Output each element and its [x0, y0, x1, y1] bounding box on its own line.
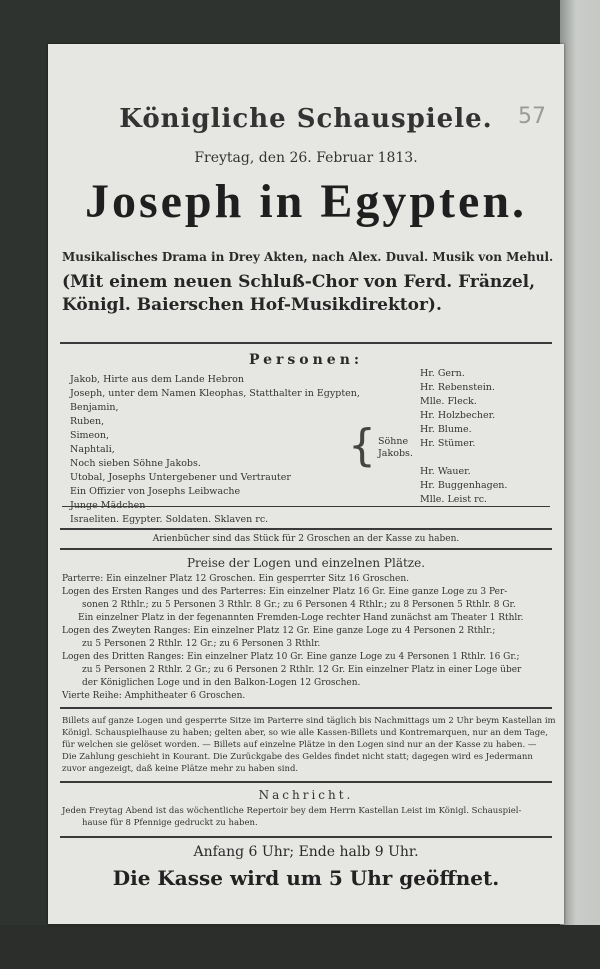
ticket-line: Billets auf ganze Logen und gesperrte Sitze im Parterre sind täglich bis Nachmittags um 2 Uhr beym Kastellan im	[62, 716, 556, 726]
divider-arias-top	[60, 528, 552, 530]
role-item: Simeon,	[70, 430, 110, 441]
nachricht-line: hause für 8 Pfennige gedruckt zu haben.	[82, 818, 258, 828]
play-subtitle: Musikalisches Drama in Drey Akten, nach Alex. Duval. Musik von Mehul.	[62, 250, 554, 264]
role-item: Jakob, Hirte aus dem Lande Hebron	[70, 374, 244, 385]
role-item: Israeliten. Egypter. Soldaten. Sklaven rc.	[70, 514, 269, 525]
price-line: Parterre: Ein einzelner Platz 12 Groschen. Ein gesperrter Sitz 16 Groschen.	[62, 574, 410, 584]
performance-times: Anfang 6 Uhr; Ende halb 9 Uhr.	[193, 844, 419, 860]
ticket-line: Königl. Schauspielhause zu haben; gelten aber, so wie alle Kassen-Billets und Kontremarquen, nur an dem Tage,	[62, 728, 548, 738]
box-office-note: Die Kasse wird um 5 Uhr geöffnet.	[112, 866, 500, 890]
actor-item: Hr. Rebenstein.	[420, 382, 495, 393]
price-line: zu 5 Personen 2 Rthlr. 12 Gr.; zu 6 Personen 3 Rthlr.	[82, 639, 321, 649]
shelfmark-number: 57	[518, 104, 546, 129]
role-item: Benjamin,	[70, 402, 119, 413]
nachricht-heading: Nachricht.	[258, 788, 354, 802]
arias-note: Arienbücher sind das Stück für 2 Groschen an der Kasse zu haben.	[152, 534, 460, 544]
divider-arias-bottom	[60, 548, 552, 550]
prices-heading: Preise der Logen und einzelnen Plätze.	[186, 556, 426, 570]
divider-tickets	[60, 781, 552, 783]
role-item: Utobal, Josephs Untergebener und Vertrauter	[70, 472, 291, 483]
play-title: Joseph in Egypten.	[84, 175, 528, 228]
price-line: Logen des Zweyten Ranges: Ein einzelner Platz 12 Gr. Eine ganze Loge zu 4 Personen 2 Rthlr.;	[62, 626, 496, 636]
price-line: zu 5 Personen 2 Rthlr. 2 Gr.; zu 6 Personen 2 Rthlr. 12 Gr. Ein einzelner Platz in einer Loge über	[82, 665, 522, 675]
role-item: Ein Offizier von Josephs Leibwache	[70, 486, 241, 497]
actor-item: Mlle. Fleck.	[420, 396, 477, 407]
divider-title	[60, 342, 552, 344]
price-line: sonen 2 Rthlr.; zu 5 Personen 3 Rthlr. 8 Gr.; zu 6 Personen 4 Rthlr.; zu 8 Personen 5 Rthlr. 8 Gr.	[82, 600, 516, 610]
background-base	[0, 925, 600, 969]
price-line: Logen des Dritten Ranges: Ein einzelner Platz 10 Gr. Eine ganze Loge zu 4 Personen 1 Rthlr. 16 Gr.;	[62, 652, 520, 662]
price-line: der Königlichen Loge und in den Balkon-Logen 12 Groschen.	[82, 678, 361, 688]
actor-item: Hr. Buggenhagen.	[420, 480, 508, 491]
price-line: Logen des Ersten Ranges und des Parterres: Ein einzelner Platz 16 Gr. Eine ganze Loge zu 3 Per-	[62, 587, 508, 597]
chorus-note-line2: Königl. Baierschen Hof-Musikdirektor).	[62, 295, 442, 315]
chorus-note-line1: (Mit einem neuen Schluß-Chor von Ferd. Fränzel,	[62, 272, 536, 292]
persons-heading: Personen:	[248, 352, 364, 368]
ticket-line: für welchen sie gelöset worden. — Billets auf einzelne Plätze in den Logen sind nur an der Kasse zu haben. —	[62, 740, 537, 750]
actor-item: Hr. Stümer.	[420, 438, 476, 449]
ticket-line: zuvor angezeigt, daß keine Plätze mehr zu haben sind.	[62, 764, 299, 774]
actor-item: Hr. Blume.	[420, 424, 472, 435]
background-board	[560, 0, 600, 969]
divider-prices	[60, 707, 552, 709]
nachricht-line: Jeden Freytag Abend ist das wöchentliche Repertoir bey dem Herrn Kastellan Leist im Königl. Schauspiel-	[62, 806, 522, 816]
actor-item: Hr. Holzbecher.	[420, 410, 496, 421]
role-item: Noch sieben Söhne Jakobs.	[70, 458, 201, 469]
theatre-name: Königliche Schauspiele.	[119, 104, 493, 134]
divider-nachricht	[60, 836, 552, 838]
actor-item: Hr. Wauer.	[420, 466, 471, 477]
divider-persons	[62, 506, 550, 507]
ticket-line: Die Zahlung geschieht in Kourant. Die Zurückgabe des Geldes findet nicht statt; dagegen wird es Jedermann	[62, 752, 533, 762]
brace-icon: {	[348, 420, 376, 471]
performance-date: Freytag, den 26. Februar 1813.	[194, 150, 418, 166]
playbill-sheet	[48, 44, 564, 924]
actor-item: Hr. Gern.	[420, 368, 465, 379]
role-item: Ruben,	[70, 416, 105, 427]
price-line: Ein einzelner Platz in der fegenannten Fremden-Loge rechter Hand zunächst am Theater 1 Rthlr.	[78, 613, 524, 623]
role-item: Joseph, unter dem Namen Kleophas, Statthalter in Egypten,	[70, 388, 360, 399]
actor-item: Mlle. Leist rc.	[420, 494, 488, 505]
role-item: Naphtali,	[70, 444, 115, 455]
sons-label: Söhne Jakobs.	[378, 436, 413, 459]
price-line: Vierte Reihe: Amphitheater 6 Groschen.	[62, 691, 246, 701]
